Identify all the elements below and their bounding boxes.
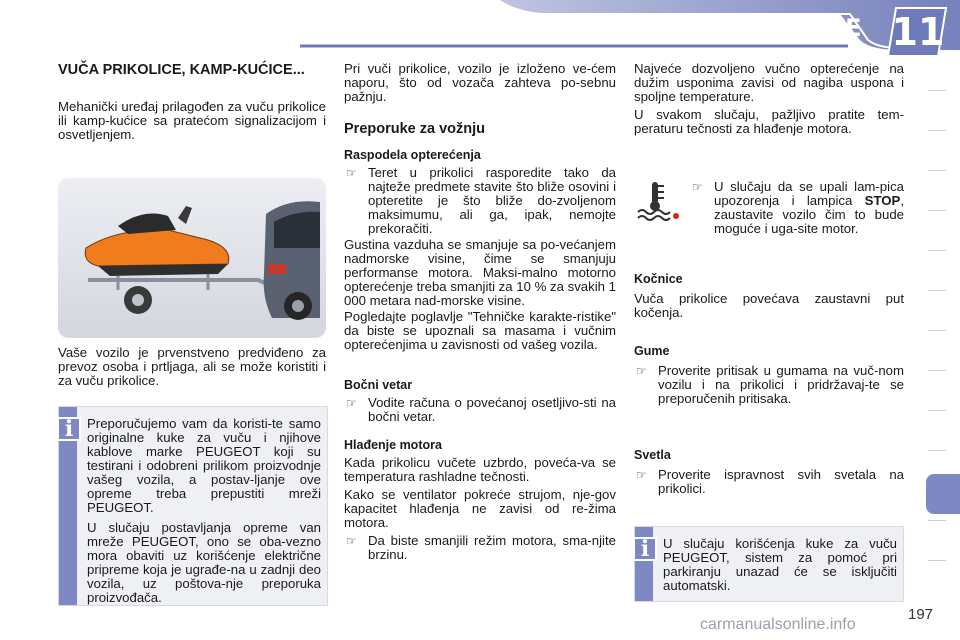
- brakes-paragraph: Vuča prikolice povećava zaustavni put kočenja.: [634, 291, 904, 320]
- info-box-parking: [634, 526, 904, 602]
- info-box-text: [87, 417, 321, 605]
- tab-divider: [928, 560, 946, 561]
- bullet-warning: [690, 180, 904, 236]
- pointing-hand-icon: ☞: [692, 180, 703, 194]
- column-middle: [344, 62, 616, 562]
- vehicle-purpose-paragraph: Vaše vozilo je prvenstveno predviđeno za prevoz osoba i prtljaga, ali se može koristiti i za vuču prikolice.: [58, 345, 326, 388]
- bullet-cooling: [344, 534, 616, 562]
- towing-intro: Pri vuči prikolice, vozilo je izloženo ve-ćem naporu, što od vozača zahteva po-sebnu pažnju.: [344, 61, 616, 104]
- section-heading-driving: Preporuke za vožnju: [344, 121, 486, 137]
- parking-info-paragraph: U slučaju korišćenja kuke za vuču PEUGEOT, sistem za pomoć pri parkiranju unazad će se isključiti automatski.: [663, 536, 897, 593]
- intro-paragraph: Mehanički uređaj prilagođen za vuču prikolice ili kamp-kućice sa pratećom signalizacijom i osvetljenjem.: [58, 99, 326, 142]
- chapter-tabs: [928, 62, 960, 622]
- tab-divider: [928, 90, 946, 91]
- subheading-cooling: Hlađenje motora: [344, 438, 442, 452]
- tab-divider: [928, 290, 946, 291]
- max-load-paragraph: Najveće dozvoljeno vučno opterećenje na dužim usponima zavisi od nagiba uspona i spoljne temperature.: [634, 61, 904, 104]
- column-right-lower: [634, 260, 904, 496]
- pointing-hand-icon: ☞: [346, 396, 357, 410]
- warning-text-end: , zaustavite vozilo čim to bude moguće i uga-site motor.: [714, 193, 904, 236]
- bullet-tyres: [634, 364, 904, 406]
- pointing-hand-icon: ☞: [346, 534, 357, 548]
- subheading-tyres: Gume: [634, 344, 670, 358]
- tab-divider: [928, 450, 946, 451]
- air-density-paragraph: Gustina vazduha se smanjuje sa po-većanjem nadmorske visine, čime se smanjuju performanse motora. Maksi-malno motorno opterećenje treba smanjiti za 10 % za svakih 1 000 metara nad-morske visine.: [344, 237, 616, 308]
- pointing-hand-icon: ☞: [346, 166, 357, 180]
- active-chapter-tab[interactable]: [926, 474, 960, 514]
- tab-divider: [928, 130, 946, 131]
- column-left: [58, 62, 326, 142]
- bullet-text: Proverite pritisak u gumama na vuč-nom vozilu i na prikolici i pridržavaj-te se preporučenih pritisaka.: [658, 363, 904, 406]
- tab-divider: [928, 410, 946, 411]
- bullet-text: Proverite ispravnost svih svetala na prikolici.: [658, 467, 904, 496]
- chapter-number: 11: [891, 10, 945, 54]
- warning-block: [690, 180, 904, 236]
- tab-divider: [928, 330, 946, 331]
- article-heading: VUČA PRIKOLICE, KAMP-KUĆICE...: [58, 62, 305, 78]
- tab-divider: [928, 370, 946, 371]
- info-box-recommendation: [58, 406, 328, 606]
- tab-divider: [928, 210, 946, 211]
- bullet-text: Da biste smanjili režim motora, sma-njite brzinu.: [368, 533, 616, 562]
- subheading-lights: Svetla: [634, 448, 671, 462]
- page-number: 197: [908, 606, 934, 623]
- info-paragraph-2: U slučaju postavljanja opreme van mreže PEUGEOT, ono se oba-vezno mora obaviti uz korišćenje električne pripreme koja je ugrađe-na u zadnji deo vozila, uz poštova-nje preporuka proizvođača.: [87, 520, 321, 605]
- subheading-brakes: Kočnice: [634, 272, 683, 286]
- temperature-paragraph: U svakom slučaju, pažljivo pratite tem-peraturu tečnosti za hlađenje motora.: [634, 107, 904, 136]
- tab-divider: [928, 520, 946, 521]
- cooling-paragraph-1: Kada prikolicu vučete uzbrdo, poveća-va se temperatura rashladne tečnosti.: [344, 455, 616, 484]
- bullet-text: Vodite računa o povećanoj osetljivo-sti na bočni vetar.: [368, 395, 616, 424]
- page-title: PRAKTIČNE INFORMACIJE: [511, 14, 862, 42]
- info-paragraph-1: Preporučujemo vam da koristi-te samo originalne kuke za vuču i njihove kablove marke PEUGEOT koji su testirani i odobreni prilikom proizvodnje vašeg vozila, a postav-ljanje ove opreme treba prepustiti mreži PEUGEOT.: [87, 416, 321, 515]
- towing-illustration: [58, 178, 326, 338]
- page-header: [0, 0, 960, 54]
- bullet-crosswind: [344, 396, 616, 424]
- tab-divider: [928, 170, 946, 171]
- column-right: [634, 62, 904, 136]
- cooling-paragraph-2: Kako se ventilator pokreće strujom, nje-gov kapacitet hlađenja ne zavisi od re-žima motora.: [344, 487, 616, 530]
- info-box-text: [663, 537, 897, 593]
- bullet-load: [344, 166, 616, 236]
- bullet-text: Teret u prikolici rasporedite tako da najteže predmete stavite što bliže osovini i opteretite je što bliže do-zvoljenom maksimumu, ali ga, ipak, nemojte prekoračiti.: [368, 165, 616, 236]
- column-left-lower: [58, 346, 326, 388]
- subheading-load: Raspodela opterećenja: [344, 148, 481, 162]
- pointing-hand-icon: ☞: [636, 364, 647, 378]
- bullet-lights: [634, 468, 904, 496]
- subheading-crosswind: Bočni vetar: [344, 378, 413, 392]
- technical-reference-paragraph: Pogledajte poglavlje "Tehničke karakte-ristike" da biste se upoznali sa masama i vučnim opterećenjima u zavisnosti od vašeg vozila.: [344, 309, 616, 352]
- info-icon: i: [633, 537, 657, 561]
- info-icon: i: [57, 417, 81, 441]
- warning-text-start: U slučaju da se upali lam-pica upozorenja i lampica: [714, 179, 904, 208]
- pointing-hand-icon: ☞: [636, 468, 647, 482]
- tab-divider: [928, 250, 946, 251]
- stop-label: STOP: [864, 193, 901, 208]
- watermark: carmanualsonline.info: [700, 616, 856, 633]
- coolant-temperature-icon: [636, 178, 680, 222]
